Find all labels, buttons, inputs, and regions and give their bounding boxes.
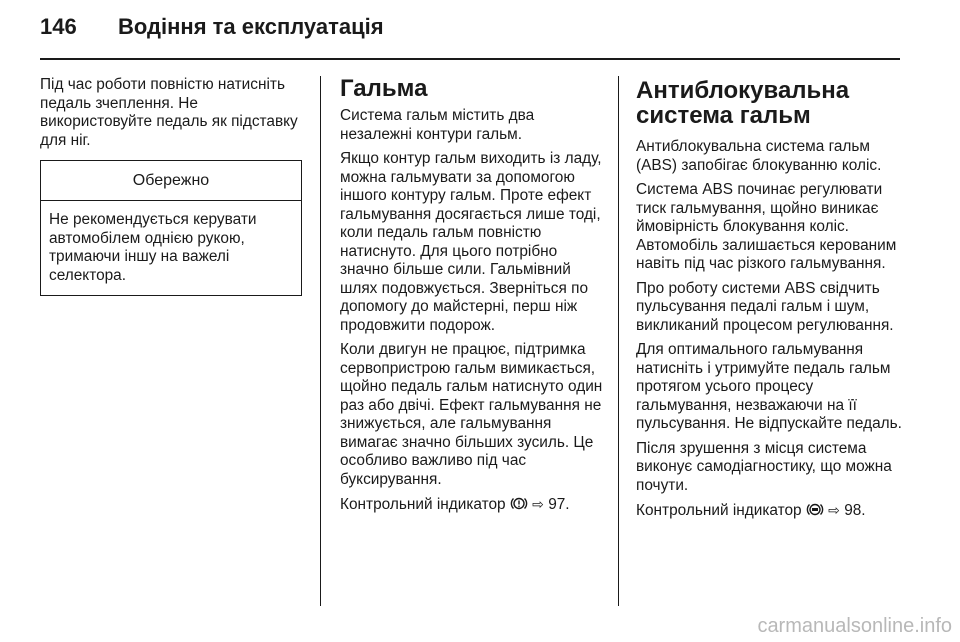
indicator-label: Контрольний індикатор [340,496,506,513]
clutch-paragraph: Під час роботи повністю натисніть педаль зчеплення. Не використовуйте педаль як підставку для ніг. [40,76,298,149]
abs-paragraph-3: Про роботу системи ABS свідчить пульсування педалі гальм і шум, викликаний процесом регулювання. [636,279,894,334]
page-title: Водіння та експлуатація [118,14,384,39]
brakes-paragraph-1: Система гальм містить два незалежні контури гальм. [340,107,535,143]
watermark: carmanualsonline.info [757,615,952,637]
abs-paragraph-4: Для оптимального гальмування натисніть і утримуйте педаль гальм протягом усього процесу гальмування, незважаючи на її пульсування. Не відпускайте педаль. [636,341,902,432]
brakes-paragraph-3: Коли двигун не працює, підтримка сервопристрою гальм вимикається, щойно педаль гальм натиснуто один раз або двічі. Ефект гальмування не знижується, але гальмування вимагає значно більших зусиль. Це особливо важливо під час буксирування. [340,341,603,488]
brakes-paragraph-2: Якщо контур гальм виходить із ладу, можна гальмувати за допомогою іншого контуру гальм. Проте ефект гальмування досягається лише тоді, коли педаль гальм повністю натиснуто. Для цього потрібно значно більше сили. Гальмівний шлях подовжується. Зверніться по допомогу до майстерні, перш ніж продовжити подорож. [340,150,602,334]
abs-paragraph-2: Система ABS починає регулювати тиск гальмування, щойно виникає ймовірність блокування коліс. Автомобіль залишається керованим навіть під час різкого гальмування. [636,181,897,272]
abs-warning-icon [806,502,824,523]
warning-title: Обережно [41,161,301,201]
page-header [40,14,384,40]
left-column [40,76,302,296]
warning-box [40,160,302,296]
column-divider-right [618,76,619,606]
brakes-indicator-line [340,495,608,517]
page-reference-arrow-icon: ⇨ [828,502,840,518]
abs-heading: Антиблокувальна система гальм [636,77,850,129]
brakes-heading: Гальма [340,75,428,102]
page-reference-arrow-icon: ⇨ [532,496,544,512]
abs-section [636,76,904,529]
page-number: 146 [40,14,77,39]
abs-indicator-line [636,501,904,523]
indicator-label: Контрольний індикатор [636,502,802,519]
brakes-section [340,76,608,523]
indicator-page-ref[interactable]: 97. [548,496,570,513]
column-divider-left [320,76,321,606]
abs-paragraph-5: Після зрушення з місця система виконує самодіагностику, що можна почути. [636,439,892,494]
brake-warning-icon [510,496,528,517]
indicator-page-ref[interactable]: 98. [844,502,866,519]
header-rule [40,58,900,60]
abs-paragraph-1: Антиблокувальна система гальм (ABS) запобігає блокуванню коліс. [636,138,882,174]
warning-text: Не рекомендується керувати автомобілем однією рукою, тримаючи іншу на важелі селектора. [49,211,257,284]
